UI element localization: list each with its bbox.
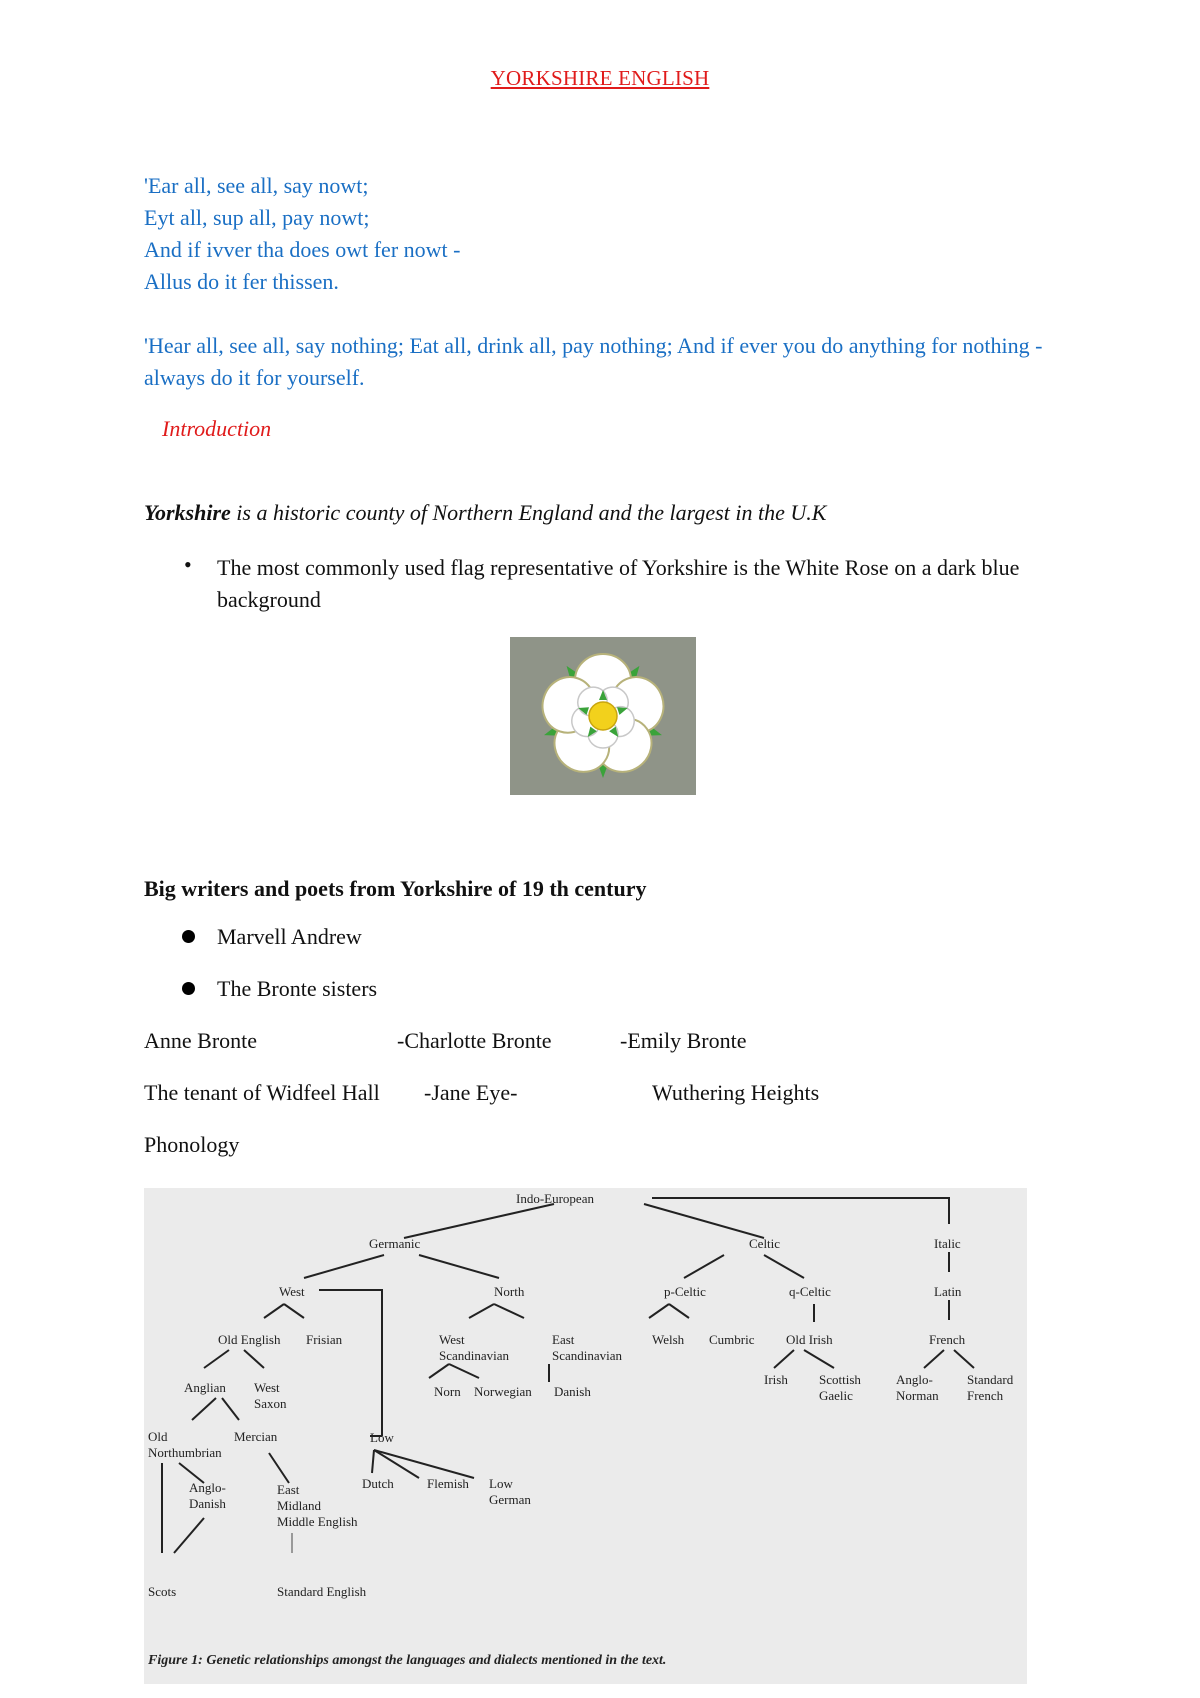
writers-heading: Big writers and poets from Yorkshire of 19 th century bbox=[144, 876, 647, 901]
standard-translation: 'Hear all, see all, say nothing; Eat all, drink all, pay nothing; And if ever you do anything for nothing - always do it for yourself. bbox=[144, 333, 1043, 390]
tree-node-anglo-danish: Anglo- bbox=[189, 1480, 226, 1495]
tree-node-scottish-gaelic: Scottish bbox=[819, 1372, 861, 1387]
tree-node-east-scandinavian-2: Scandinavian bbox=[552, 1348, 623, 1363]
tree-node-low-german-2: German bbox=[489, 1492, 531, 1507]
white-rose-image bbox=[510, 637, 696, 795]
tree-node-french: French bbox=[929, 1332, 966, 1347]
tree-node-danish: Danish bbox=[554, 1384, 591, 1399]
dialect-line-2: Eyt all, sup all, pay nowt; bbox=[144, 205, 370, 230]
list-bullet-icon bbox=[182, 982, 195, 995]
tree-node-germanic: Germanic bbox=[369, 1236, 421, 1251]
sister-anne: Anne Bronte bbox=[144, 1028, 258, 1053]
tree-node-low: Low bbox=[370, 1430, 394, 1445]
figure-caption: Figure 1: Genetic relationships amongst the languages and dialects mentioned in the text. bbox=[148, 1653, 667, 1668]
tree-node-p-celtic: p-Celtic bbox=[664, 1284, 706, 1299]
tree-node-old-irish: Old Irish bbox=[786, 1332, 833, 1347]
novel-wuthering: Wuthering Heights bbox=[652, 1080, 820, 1105]
phonology-heading: Phonology bbox=[144, 1132, 240, 1157]
tree-node-standard-french: Standard bbox=[967, 1372, 1014, 1387]
language-tree-diagram bbox=[144, 1188, 1027, 1684]
tree-node-west: West bbox=[279, 1284, 305, 1299]
tree-node-old-northumbrian-2: Northumbrian bbox=[148, 1445, 222, 1460]
tree-node-indo-european: Indo-European bbox=[516, 1191, 594, 1206]
tree-node-north: North bbox=[494, 1284, 525, 1299]
dialect-line-4: Allus do it fer thissen. bbox=[144, 269, 339, 294]
sister-emily: -Emily Bronte bbox=[620, 1028, 747, 1053]
tree-node-mercian: Mercian bbox=[234, 1429, 278, 1444]
tree-node-anglo-norman: Anglo- bbox=[896, 1372, 933, 1387]
tree-node-east-midland-2: Midland bbox=[277, 1498, 322, 1513]
tree-node-west-scandinavian-2: Scandinavian bbox=[439, 1348, 510, 1363]
tree-node-celtic: Celtic bbox=[749, 1236, 781, 1251]
tree-node-frisian: Frisian bbox=[306, 1332, 343, 1347]
tree-node-irish: Irish bbox=[764, 1372, 788, 1387]
introduction-heading: Introduction bbox=[162, 416, 272, 441]
writer-item-bronte: The Bronte sisters bbox=[217, 976, 378, 1001]
bullet-marker: • bbox=[184, 552, 192, 577]
tree-node-q-celtic: q-Celtic bbox=[789, 1284, 831, 1299]
tree-node-norn: Norn bbox=[434, 1384, 461, 1399]
dialect-line-3: And if ivver tha does owt fer nowt - bbox=[144, 237, 461, 262]
document-title: YORKSHIRE ENGLISH bbox=[490, 66, 710, 90]
tree-node-west-scandinavian: West bbox=[439, 1332, 465, 1347]
white-rose-icon bbox=[510, 637, 696, 795]
tree-node-scots: Scots bbox=[148, 1584, 177, 1599]
tree-node-anglo-danish-2: Danish bbox=[189, 1496, 226, 1511]
yorkshire-bold: Yorkshire bbox=[144, 500, 231, 525]
yorkshire-definition bbox=[144, 500, 826, 526]
novel-tenant: The tenant of Widfeel Hall bbox=[144, 1080, 380, 1105]
tree-node-low-german: Low bbox=[489, 1476, 513, 1491]
tree-node-norwegian: Norwegian bbox=[474, 1384, 532, 1399]
tree-node-standard-french-2: French bbox=[967, 1388, 1004, 1403]
list-bullet-icon bbox=[182, 930, 195, 943]
tree-node-welsh: Welsh bbox=[652, 1332, 685, 1347]
dialect-line-1: 'Ear all, see all, say nowt; bbox=[144, 173, 369, 198]
novel-jane: -Jane Eye- bbox=[424, 1080, 518, 1105]
yorkshire-rest: is a historic county of Northern England and the largest in the U.K bbox=[230, 500, 827, 525]
writer-item-marvell: Marvell Andrew bbox=[217, 924, 362, 949]
tree-node-old-northumbrian: Old bbox=[148, 1429, 168, 1444]
tree-node-italic: Italic bbox=[934, 1236, 961, 1251]
tree-node-flemish: Flemish bbox=[427, 1476, 469, 1491]
tree-node-anglian: Anglian bbox=[184, 1380, 226, 1395]
flag-description: The most commonly used flag representative of Yorkshire is the White Rose on a dark blue background bbox=[217, 555, 1020, 612]
tree-node-dutch: Dutch bbox=[362, 1476, 394, 1491]
language-family-tree bbox=[144, 1188, 1027, 1684]
tree-node-west-saxon-2: Saxon bbox=[254, 1396, 287, 1411]
tree-node-latin: Latin bbox=[934, 1284, 962, 1299]
tree-node-scottish-gaelic-2: Gaelic bbox=[819, 1388, 853, 1403]
tree-node-east-midland: East bbox=[277, 1482, 300, 1497]
tree-node-east-scandinavian: East bbox=[552, 1332, 575, 1347]
tree-node-anglo-norman-2: Norman bbox=[896, 1388, 939, 1403]
sister-charlotte: -Charlotte Bronte bbox=[397, 1028, 552, 1053]
tree-node-old-english: Old English bbox=[218, 1332, 281, 1347]
tree-node-cumbric: Cumbric bbox=[709, 1332, 755, 1347]
tree-node-west-saxon: West bbox=[254, 1380, 280, 1395]
tree-node-standard-english: Standard English bbox=[277, 1584, 367, 1599]
tree-node-east-midland-3: Middle English bbox=[277, 1514, 358, 1529]
